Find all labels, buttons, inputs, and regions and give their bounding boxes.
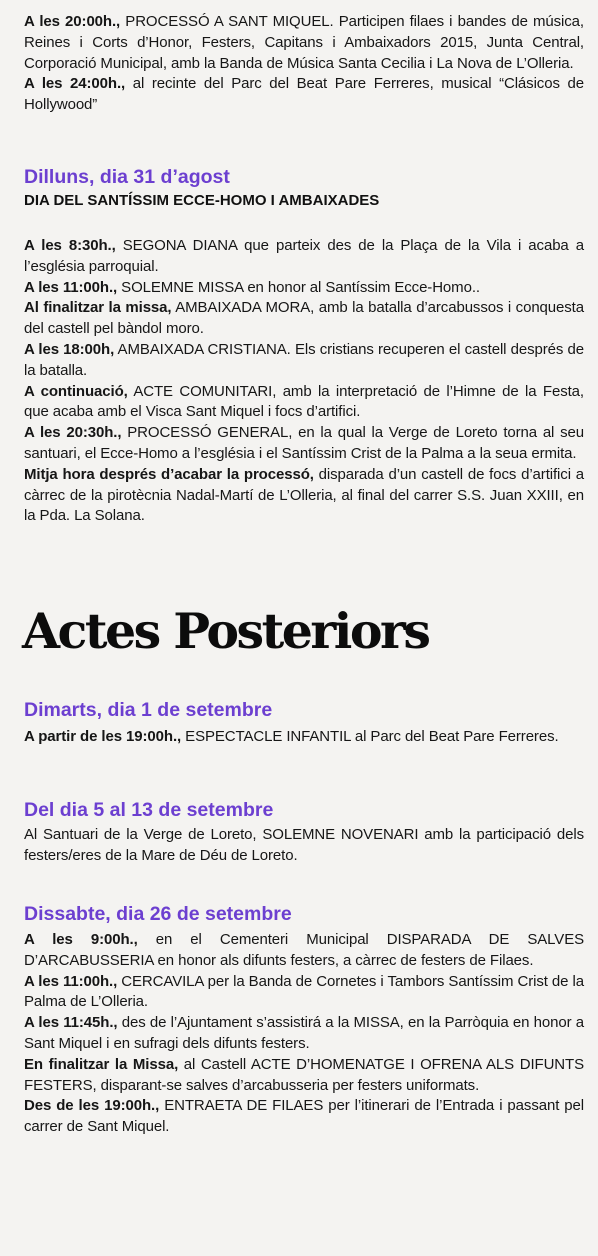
- item-time: A les 24:00h.,: [24, 75, 126, 93]
- item-time: Mitja hora després d’acabar la processó,: [24, 465, 314, 483]
- program-item: [24, 465, 584, 527]
- item-text: ESPECTACLE INFANTIL al Parc del Beat Pare Ferreres.: [181, 728, 559, 745]
- item-text: AMBAIXADA CRISTIANA. Els cristians recuperen el castell després de la batalla.: [24, 340, 584, 379]
- item-text: ACTE COMUNITARI, amb la interpretació de l’Himne de la Festa, que acaba amb el Visca Sant Miquel i focs d’artifici.: [24, 382, 584, 421]
- section-dimarts: [24, 727, 584, 748]
- program-item: [24, 74, 584, 116]
- program-item: [24, 825, 584, 867]
- item-text: en el Cementeri Municipal DISPARADA DE SALVES D’ARCABUSSERIA en honor als difunts festers, a càrrec de festers de Filaes.: [24, 931, 585, 969]
- item-time: A les 11:45h.,: [24, 1014, 118, 1032]
- day-heading-dissabte: Dissabte, dia 26 de setembre: [24, 903, 292, 925]
- item-text: SEGONA DIANA que parteix des de la Plaça de la Vila i acaba a l’església parroquial.: [24, 237, 584, 275]
- item-text: SOLEMNE MISSA en honor al Santíssim Ecce-Homo..: [117, 278, 480, 296]
- program-item: [24, 972, 584, 1014]
- item-text: CERCAVILA per la Banda de Cornetes i Tambors Santíssim Crist de la Palma de L’Olleria.: [24, 972, 584, 1011]
- item-text: ENTRAETA DE FILAES per l’itinerari de l’Entrada i passant pel carrer de Sant Miquel.: [24, 1097, 585, 1136]
- section-title: Actes Posteriors: [22, 602, 429, 660]
- section-novenari: [24, 825, 584, 867]
- item-text: al Castell ACTE D’HOMENATGE I OFRENA ALS DIFUNTS FESTERS, disparant-se salves d’arcabusseria per festers uniformats.: [24, 1055, 585, 1094]
- item-time: A les 11:00h.,: [24, 972, 118, 990]
- item-time: Des de les 19:00h.,: [24, 1097, 160, 1115]
- item-text: AMBAIXADA MORA, amb la batalla d’arcabussos i conquesta del castell pel bàndol moro.: [24, 299, 584, 338]
- section-dissabte: [24, 930, 584, 1138]
- item-text: Al Santuari de la Verge de Loreto, SOLEMNE NOVENARI amb la participació dels festers/eres de la Mare de Déu de Loreto.: [24, 826, 584, 864]
- item-time: A les 11:00h.,: [24, 278, 118, 296]
- item-time: A les 20:30h.,: [24, 424, 122, 442]
- item-time: A les 9:00h.,: [24, 931, 138, 948]
- day-heading-dilluns: Dilluns, dia 31 d’agost: [24, 166, 230, 188]
- program-item: [24, 278, 584, 299]
- item-time: A les 20:00h.,: [24, 13, 121, 30]
- program-item: [24, 12, 584, 74]
- item-text: PROCESSÓ GENERAL, en la qual la Verge de Loreto torna al seu santuari, el Ecce-Homo a l’església i el Santíssim Crist de la Palma a la seua ermita.: [24, 424, 584, 462]
- program-item: [24, 298, 584, 340]
- item-time: Al finalitzar la missa,: [24, 299, 172, 317]
- item-time: A continuació,: [24, 382, 128, 400]
- program-item: [24, 1013, 584, 1055]
- item-text: PROCESSÓ A SANT MIQUEL. Participen filaes i bandes de música, Reines i Corts d’Honor, Festers, Capitans i Ambaixadors 2015, Junta Central, Corporació Municipal, amb la Banda de Música Santa Cecilia i La Nova de L’Olleria.: [24, 13, 584, 72]
- program-item: [24, 727, 584, 748]
- program-item: [24, 340, 584, 382]
- day-heading-dimarts: Dimarts, dia 1 de setembre: [24, 699, 273, 721]
- program-item: [24, 382, 584, 424]
- program-item: [24, 1096, 584, 1138]
- program-item: [24, 236, 584, 278]
- program-item: [24, 423, 584, 465]
- item-text: disparada d’un castell de focs d’artifici a càrrec de la pirotècnia Nadal-Martí de L’Olleria, al final del carrer S.S. Juan XXIII, en la Pda. La Solana.: [24, 465, 584, 525]
- item-text: des de l’Ajuntament s’assistirá a la MISSA, en la Parròquia en honor a Sant Miquel i en sufragi dels difunts festers.: [24, 1014, 584, 1052]
- item-text: al recinte del Parc del Beat Pare Ferreres, musical “Clásicos de Hollywood”: [24, 75, 584, 114]
- day-heading-novenari: Del dia 5 al 13 de setembre: [24, 799, 274, 821]
- day-subtitle: DIA DEL SANTÍSSIM ECCE-HOMO I AMBAIXADES: [24, 192, 380, 209]
- program-item: [24, 930, 584, 972]
- section-dilluns: [24, 236, 584, 527]
- item-time: A partir de les 19:00h.,: [24, 728, 182, 745]
- item-time: A les 18:00h,: [24, 340, 115, 358]
- item-time: A les 8:30h.,: [24, 237, 116, 254]
- program-item: [24, 1055, 584, 1097]
- section-31aug-evening: [24, 12, 584, 116]
- item-time: En finalitzar la Missa,: [24, 1055, 179, 1073]
